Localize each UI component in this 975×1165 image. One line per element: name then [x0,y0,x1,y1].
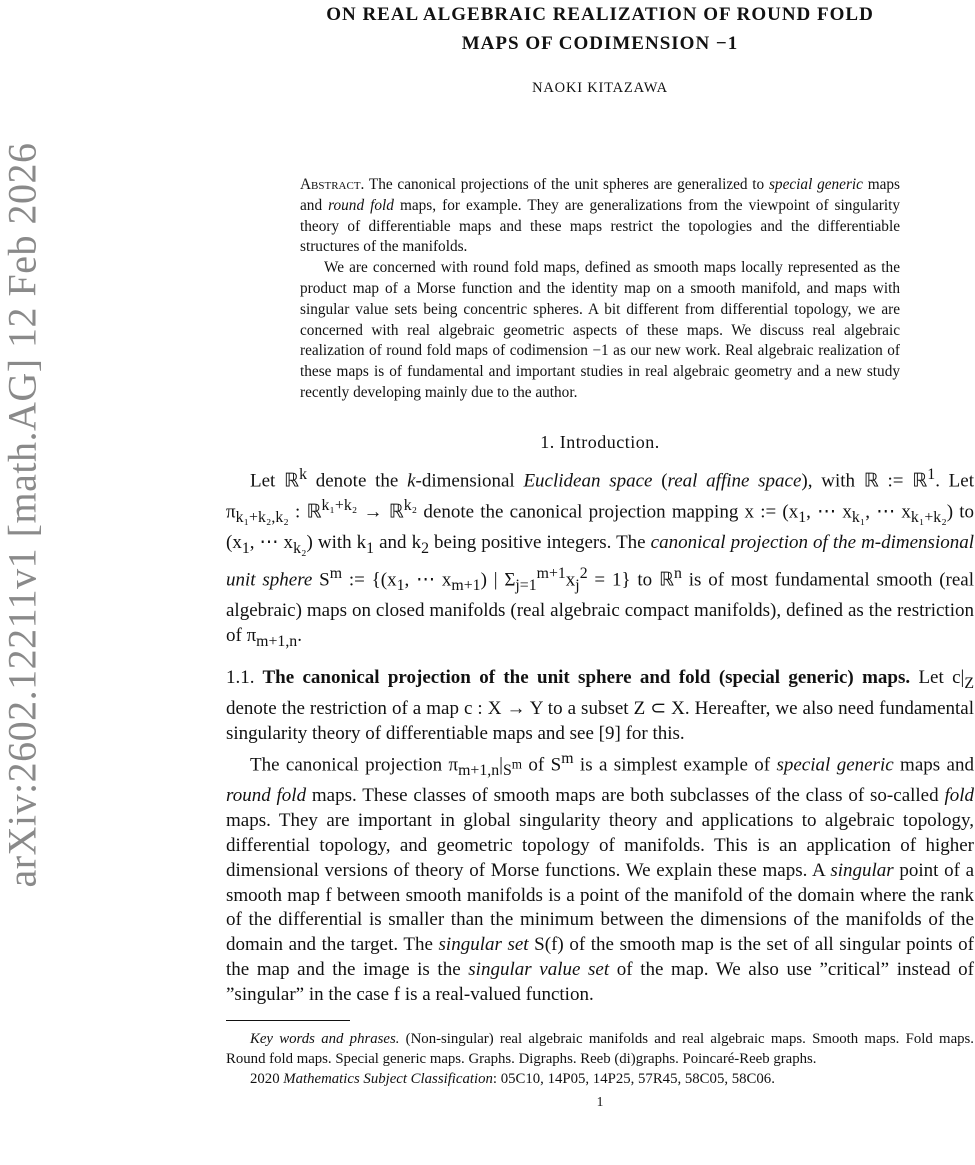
title-line-2: MAPS OF CODIMENSION −1 [461,33,739,54]
paper-title [226,0,974,58]
author-name: NAOKI KITAZAWA [532,80,668,96]
footnote-rule [226,1020,350,1021]
arxiv-sidebar [0,100,45,940]
page-number: 1 [596,1093,604,1109]
title-line-1: ON REAL ALGEBRAIC REALIZATION OF ROUND FOLD [326,4,874,25]
fold-maps-paragraph: The canonical projection $\pi_{m+1,n}|_{S^m}$ of $S^m$ is a simplest example of special generic maps and round fold maps. These classes of smooth maps are both subclasses of the class of so-called fold maps. They are important in global singularity theory and applications to algebraic topology, differential topology, and geometric topology of manifolds. This is an application of higher dimensional versions of theory of Morse functions. We explain these maps. A singular point of a smooth map f between smooth manifolds is a point of the manifold of the domain where the rank of the differential is smaller than the minimum between the dimensions of the manifolds of the domain and the target. The singular set S(f) of the smooth map is the set of all singular points of the map and the image is the singular value set of the map. We also use ”critical” instead of ”singular” in the case f is a real-valued function. [226,749,975,1006]
section-heading-introduction: 1. Introduction. [540,431,660,452]
abstract-paragraph-1: Abstract. The canonical projections of the unit spheres are generalized to special generic maps and round fold maps, for example. They are generalizations from the viewpoint of singularity theory of differentiable maps and these maps restrict the topologies and the differentiable structures of the manifolds. [300,176,901,256]
footnotes [226,1029,974,1090]
keywords-label: Key words and phrases. [250,1031,400,1048]
subsection-1-1: 1.1. The canonical projection of the unit sphere and fold (special generic) maps. Let $c|_Z$ denote the restriction of a map c : X → Y to a subset Z ⊂ X. Hereafter, we also need fundamental singularity theory of differentiable maps and see [9] for this. [226,667,974,744]
msc-footnote: 2020 Mathematics Subject Classification: 05C10, 14P05, 14P25, 57R45, 58C05, 58C06. [250,1071,775,1088]
subsection-title: The canonical projection of the unit sphere and fold (special generic) maps. [254,667,911,689]
keywords-footnote: Key words and phrases. (Non-singular) real algebraic manifolds and real algebraic maps. Smooth maps. Fold maps. Round fold maps. Special generic maps. Graphs. Digraphs. Reeb (di)graphs. Poincaré-Reeb graphs. [226,1031,974,1068]
paper-page [226,0,974,1165]
body-text [226,463,974,1008]
abstract [300,175,900,404]
abstract-label: Abstract. [300,176,365,193]
abstract-paragraph-2: We are concerned with round fold maps, defined as smooth maps locally represented as the product map of a Morse function and the identity map on a smooth manifold, and maps with singular value sets being concentric spheres. A bit different from differential topology, we are concerned with real algebraic geometric aspects of these maps. We discuss real algebraic realization of round fold maps of codimension −1 as our new work. Real algebraic realization of these maps is of fundamental and important studies in real algebraic geometry and a new study recently developing mainly due to the author. [300,259,900,401]
intro-paragraph: Let ℝ$^k$ denote the k-dimensional Euclidean space (real affine space), with ℝ := ℝ$^1$. Let $\pi_{k_1+k_2,k_2}$ : ℝ$^{k_1+k_2}$ → ℝ$^{k_2}$ denote the canonical projection mapping x := ($x_1$, ⋯ $x_{k_1}$, ⋯ $x_{k_1+k_2}$) to ($x_1$, ⋯ $x_{k_2}$) with $k_1$ and $k_2$ being positive integers. The canonical projection of the m-dimensional unit sphere $S^m$ := {($x_1$, ⋯ $x_{m+1}$) | $\Sigma_{j=1}^{m+1}x_j^2 = 1$} to ℝ$^n$ is of most fundamental smooth (real algebraic) maps on closed manifolds (real algebraic compact manifolds), defined as the restriction of $\pi_{m+1,n}$. [226,465,975,650]
arxiv-identifier: arXiv:2602.12211v1 [math.AG] 12 Feb 2026 [0,142,45,888]
subsection-number: 1.1. [226,667,255,689]
